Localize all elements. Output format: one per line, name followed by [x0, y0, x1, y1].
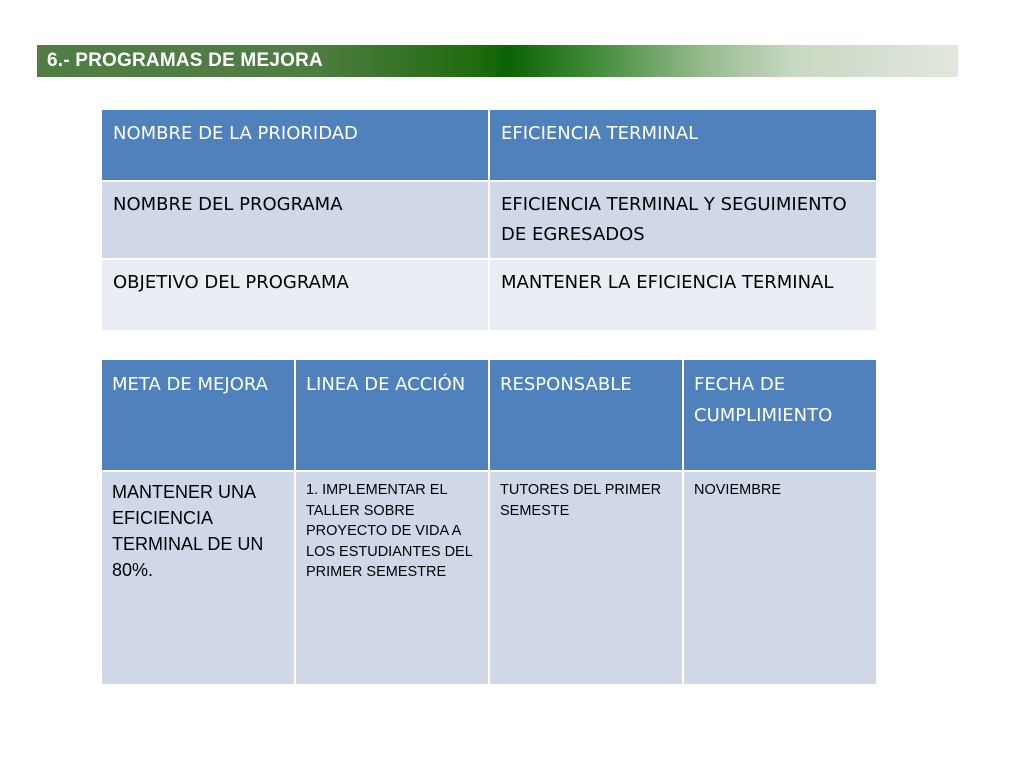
cell-action-line: 1. IMPLEMENTAR EL TALLER SOBRE PROYECTO DE VIDA A LOS ESTUDIANTES DEL PRIMER SEMESTRE — [295, 471, 489, 685]
table-header-row — [101, 359, 877, 471]
program-name-label: NOMBRE DEL PROGRAMA — [101, 181, 489, 259]
priority-name-label: NOMBRE DE LA PRIORIDAD — [101, 109, 489, 181]
header-goal: META DE MEJORA — [101, 359, 295, 471]
cell-due-date: NOVIEMBRE — [683, 471, 877, 685]
slide-title-bar — [37, 45, 958, 77]
program-objective-label: OBJETIVO DEL PROGRAMA — [101, 259, 489, 331]
improvement-plan-table — [100, 358, 878, 686]
slide-title: 6.- PROGRAMAS DE MEJORA — [47, 50, 323, 71]
priority-table — [100, 108, 878, 332]
table-row — [101, 471, 877, 685]
cell-responsible: TUTORES DEL PRIMER SEMESTE — [489, 471, 683, 685]
cell-goal: MANTENER UNA EFICIENCIA TERMINAL DE UN 80%. — [101, 471, 295, 685]
table-row — [101, 259, 877, 331]
header-responsible: RESPONSABLE — [489, 359, 683, 471]
table-row — [101, 109, 877, 181]
program-objective-value: MANTENER LA EFICIENCIA TERMINAL — [489, 259, 877, 331]
header-action-line: LINEA DE ACCIÓN — [295, 359, 489, 471]
table-row — [101, 181, 877, 259]
priority-name-value: EFICIENCIA TERMINAL — [489, 109, 877, 181]
program-name-value: EFICIENCIA TERMINAL Y SEGUIMIENTO DE EGRESADOS — [489, 181, 877, 259]
header-due-date: FECHA DE CUMPLIMIENTO — [683, 359, 877, 471]
